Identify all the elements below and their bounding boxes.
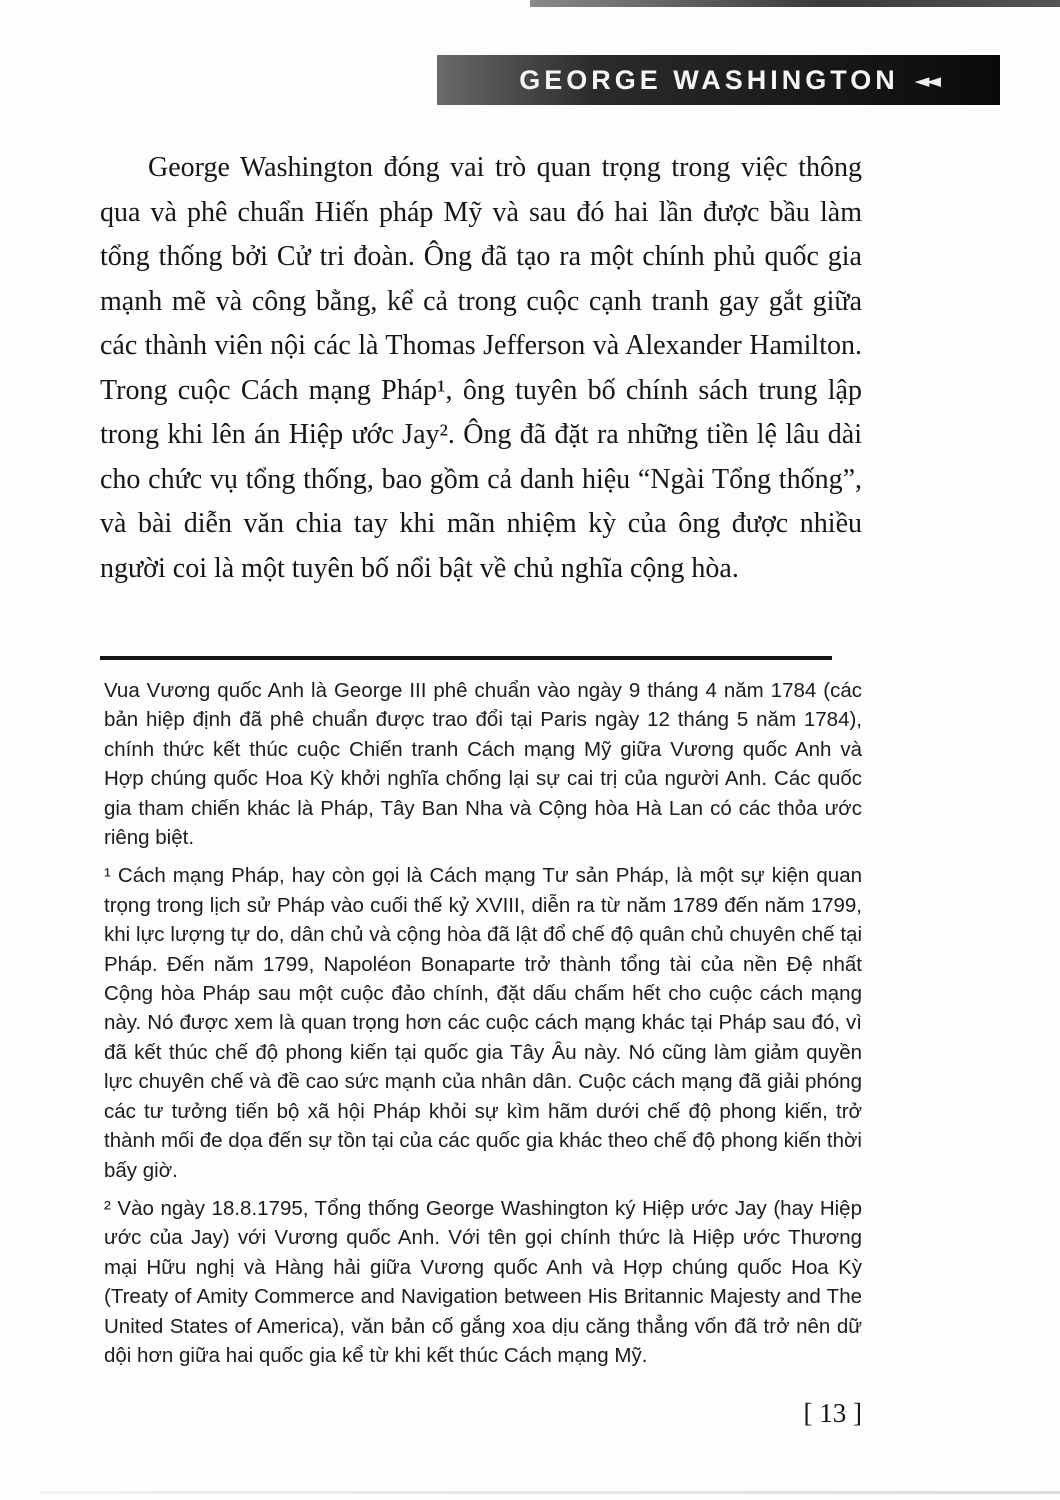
footnote-2: ² Vào ngày 18.8.1795, Tổng thống George Washington ký Hiệp ước Jay (hay Hiệp ước của Jay) với Vương quốc Anh. Với tên gọi chính thức là Hiệp ước Thương mại Hữu nghị và Hàng hải giữa Vương quốc Anh và Hợp chúng quốc Hoa Kỳ (Treaty of Amity Commerce and Navigation between His Britannic Majesty and The United States of America), văn bản cố gắng xoa dịu căng thẳng vốn đã trở nên dữ dội hơn giữa hai quốc gia kể từ khi kết thúc Cách mạng Mỹ. [104, 1196, 862, 1367]
footnote-continuation: Vua Vương quốc Anh là George III phê chuẩn vào ngày 9 tháng 4 năm 1784 (các bản hiệp định đã phê chuẩn được trao đổi tại Paris ngày 12 tháng 5 năm 1784), chính thức kết thúc cuộc Chiến tranh Cách mạng Mỹ giữa Vương quốc Anh và Hợp chúng quốc Hoa Kỳ khởi nghĩa chống lại sự cai trị của người Anh. Các quốc gia tham chiến khác là Pháp, Tây Ban Nha và Cộng hòa Hà Lan có các thỏa ước riêng biệt. [104, 679, 862, 850]
chapter-header-banner [437, 55, 1000, 105]
footnote-1: ¹ Cách mạng Pháp, hay còn gọi là Cách mạng Tư sản Pháp, là một sự kiện quan trọng trong lịch sử Pháp vào cuối thế kỷ XVIII, diễn ra từ năm 1789 đến năm 1799, khi lực lượng tự do, dân chủ và cộng hòa đã lật đổ chế độ quân chủ chuyên chế tại Pháp. Đến năm 1799, Napoléon Bonaparte trở thành tổng tài của nền Đệ nhất Cộng hòa Pháp sau một cuộc đảo chính, đặt dấu chấm hết cho cuộc cách mạng này. Nó được xem là quan trọng hơn các cuộc cách mạng khác tại Pháp sau đó, vì đã kết thúc chế độ phong kiến tại quốc gia Tây Âu này. Nó cũng làm giảm quyền lực chuyên chế và đề cao sức mạnh của nhân dân. Cuộc cách mạng đã giải phóng các tư tưởng tiến bộ xã hội Pháp khỏi sự kìm hãm dưới chế độ phong kiến, trở thành mối đe dọa đến sự tồn tại của các quốc gia khác theo chế độ phong kiến thời bấy giờ. [104, 864, 862, 1182]
page-number: [ 13 ] [803, 1398, 862, 1428]
footnotes-section [104, 676, 862, 1379]
chapter-title: GEORGE WASHINGTON [519, 64, 899, 95]
page-edge-scan-artifact [530, 0, 1060, 7]
body-paragraph: George Washington đóng vai trò quan trọng trong việc thông qua và phê chuẩn Hiến pháp Mỹ và sau đó hai lần được bầu làm tổng thống bởi Cử tri đoàn. Ông đã tạo ra một chính phủ quốc gia mạnh mẽ và công bằng, kể cả trong cuộc cạnh tranh gay gắt giữa các thành viên nội các là Thomas Jefferson và Alexander Hamilton. Trong cuộc Cách mạng Pháp¹, ông tuyên bố chính sách trung lập trong khi lên án Hiệp ước Jay². Ông đã đặt ra những tiền lệ lâu dài cho chức vụ tổng thống, bao gồm cả danh hiệu “Ngài Tổng thống”, và bài diễn văn chia tay khi mãn nhiệm kỳ của ông được nhiều người coi là một tuyên bố nổi bật về chủ nghĩa cộng hòa. [100, 152, 862, 584]
footnote-separator [100, 656, 832, 660]
double-left-arrow-icon: ◄◄ [914, 70, 938, 92]
page-bottom-scan-artifact [40, 1491, 1060, 1494]
